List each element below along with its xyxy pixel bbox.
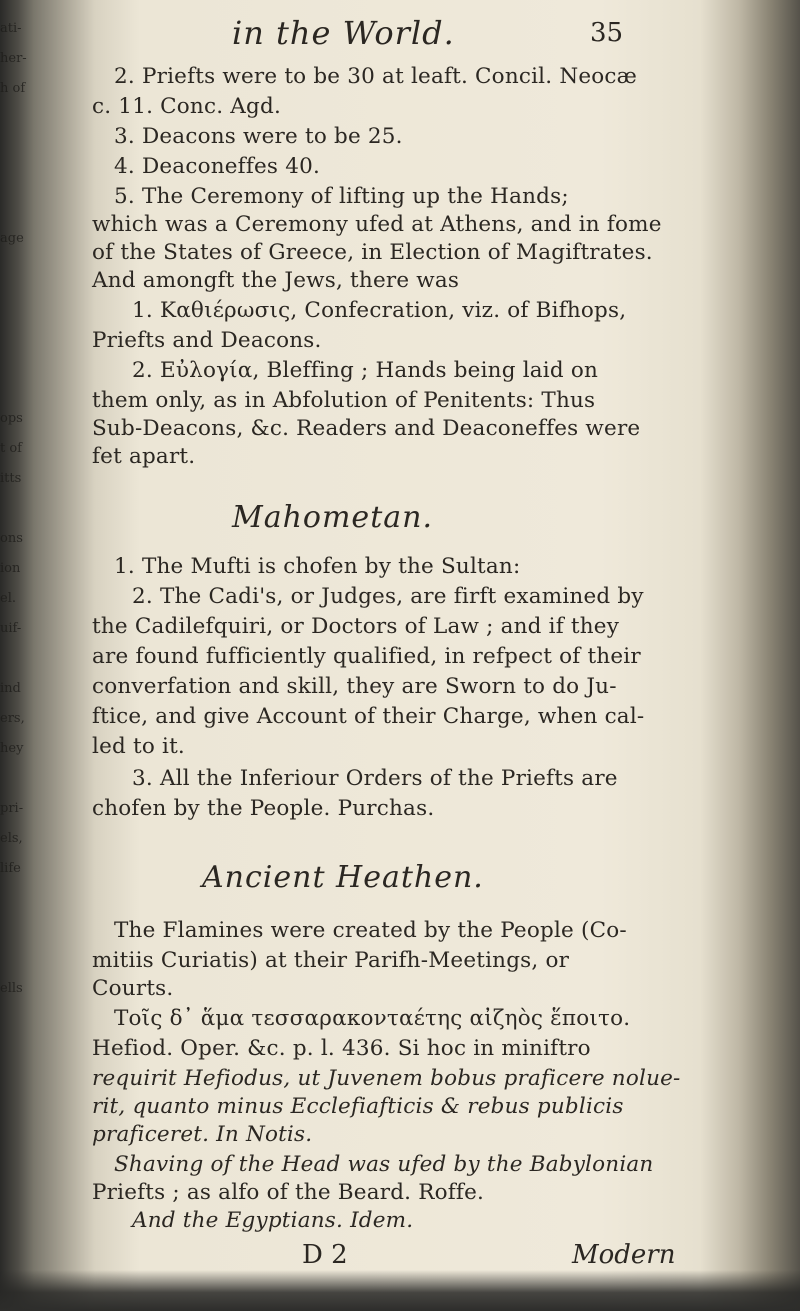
text-line: Courts. [92,976,174,1001]
text-line: are found fufficiently qualified, in refpect of their [92,644,641,669]
margin-fragment [0,164,40,194]
text-line: of the States of Greece, in Election of Magiftrates. [92,240,653,265]
margin-fragment [0,254,40,284]
text-line: Priefts ; as alfo of the Beard. Roffe. [92,1180,485,1205]
margin-fragment: t of [0,441,22,456]
margin-fragment: uif- [0,621,22,636]
margin-fragment: ells [0,981,23,996]
text-line: the Cadilefquiri, or Doctors of Law ; and if they [92,614,620,639]
facing-page-margin-fragments [0,14,40,1014]
page-number: 35 [590,18,624,48]
text-line: Shaving of the Head was ufed by the Babylonian [114,1152,654,1177]
margin-fragment [0,134,40,164]
margin-fragment [0,944,40,974]
text-line: 2. Priefts were to be 30 at leaft. Concil. Neocӕ [114,64,638,89]
margin-fragment: ops [0,411,23,426]
margin-fragment [0,104,40,134]
running-title: in the World. [232,14,455,52]
text-line: c. 11. Conc. Agd. [92,94,281,119]
margin-fragment [0,344,40,374]
margin-fragment [0,764,40,794]
text-line: The Flamines were created by the People (Co- [114,918,627,943]
text-line: 5. The Ceremony of lifting up the Hands; [114,184,569,209]
margin-fragment [0,374,40,404]
text-line: 1. The Mufti is chofen by the Sultan: [114,554,521,579]
text-line: 3. Deacons were to be 25. [114,124,403,149]
section-heading-ancient-heathen: Ancient Heathen. [202,860,484,895]
catchword: Modern [572,1240,676,1270]
text-line: fet apart. [92,444,196,469]
margin-fragment [0,194,40,224]
book-page [0,14,732,1270]
margin-fragment: ons [0,531,23,546]
text-line: them only, as in Abfolution of Penitents: Thus [92,388,596,413]
page-header [92,14,732,54]
text-line: which was a Ceremony ufed at Athens, and in fome [92,212,662,237]
text-line: 2. The Cadi's, or Judges, are firft examined by [132,584,644,609]
text-line: And the Egyptians. Idem. [132,1208,414,1233]
signature-mark: D 2 [302,1240,348,1270]
text-line: Priefts and Deacons. [92,328,322,353]
margin-fragment [0,494,40,524]
margin-fragment: her- [0,51,27,66]
text-line: 1. Καθιέρωσις, Confecration, viz. of Bifhops, [132,298,627,323]
margin-fragment: age [0,231,24,246]
text-line: converfation and skill, they are Sworn to do Ju- [92,674,617,699]
latin-note-line: requirit Hefiodus, ut Juvenem bobus praficere nolue- [92,1066,681,1091]
scan-shadow [0,1270,800,1311]
margin-fragment: els, [0,831,23,846]
margin-fragment [0,644,40,674]
greek-verse-line: Τοῖς δ᾽ ἅμα τεσσαρακονταέτης αἰζηὸς ἕποιτο. [114,1006,631,1031]
text-line: chofen by the People. Purchas. [92,796,435,821]
margin-fragment: ind [0,681,21,696]
latin-note-line: rit, quanto minus Ecclefiafticis & rebus publicis [92,1094,624,1119]
margin-fragment: ion [0,561,21,576]
margin-fragment: itts [0,471,22,486]
section-heading-mahometan: Mahometan. [232,500,433,535]
text-line: ftice, and give Account of their Charge, when cal- [92,704,645,729]
text-line: Sub-Deacons, &c. Readers and Deaconeffes were [92,416,641,441]
text-line: Hefiod. Oper. &c. p. l. 436. Si hoc in miniftro [92,1036,591,1061]
margin-fragment [0,884,40,914]
text-line: 4. Deaconeffes 40. [114,154,320,179]
margin-fragment: pri- [0,801,24,816]
margin-fragment: hey [0,741,24,756]
margin-fragment [0,314,40,344]
text-line: 3. All the Inferiour Orders of the Priefts are [132,766,618,791]
text-line: 2. Εὐλογία, Bleffing ; Hands being laid on [132,358,599,383]
margin-fragment [0,914,40,944]
text-line: mitiis Curiatis) at their Parifh-Meetings, or [92,948,570,973]
text-line: led to it. [92,734,185,759]
margin-fragment: ati- [0,21,22,36]
margin-fragment: h of [0,81,26,96]
margin-fragment: life [0,861,21,876]
margin-fragment: el. [0,591,16,606]
margin-fragment: ers, [0,711,25,726]
text-line: And amongft the Jews, there was [92,268,460,293]
margin-fragment [0,284,40,314]
latin-note-line: praficeret. In Notis. [92,1122,313,1147]
